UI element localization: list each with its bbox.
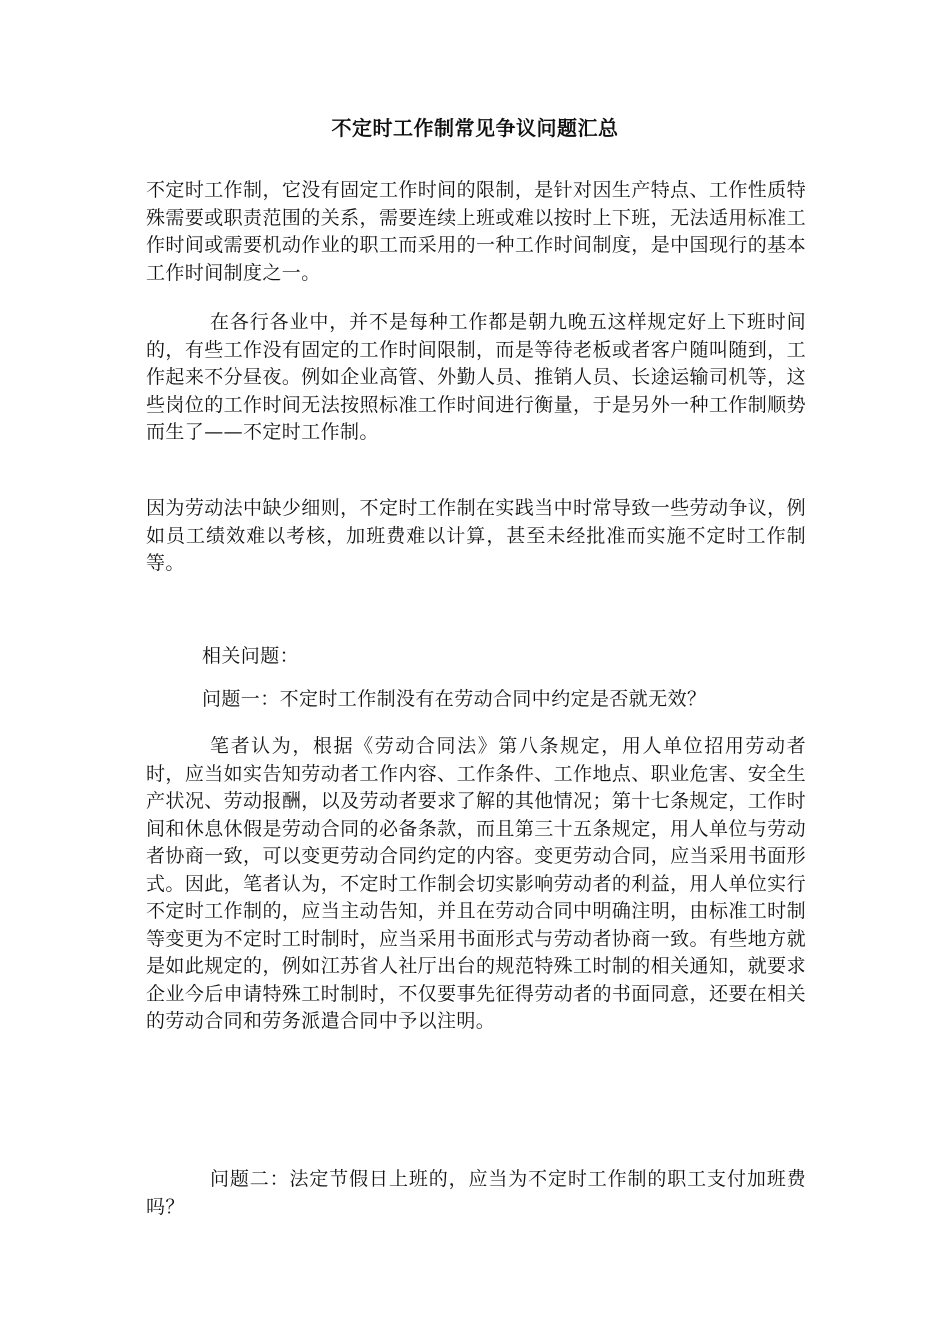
related-questions-label: 相关问题：: [202, 645, 300, 667]
question-one: 问题一：不定时工作制没有在劳动合同中约定是否就无效？: [202, 688, 707, 710]
answer-one-paragraph: 笔者认为，根据《劳动合同法》第八条规定，用人单位招用劳动者时，应当如实告知劳动者工作内容、工作条件、工作地点、职业危害、安全生产状况、劳动报酬，以及劳动者要求了解的其他情况；第十七条规定，工作时间和休息休假是劳动合同的必备条款，而且第三十五条规定，用人单位与劳动者协商一致，可以变更劳动合同约定的内容。变更劳动合同，应当采用书面形式。因此，笔者认为，不定时工作制会切实影响劳动者的利益，用人单位实行不定时工作制的，应当主动告知，并且在劳动合同中明确注明，由标准工时制等变更为不定时工时制时，应当采用书面形式与劳动者协商一致。有些地方就是如此规定的，例如江苏省人社厅出台的规范特殊工时制的相关通知，就要求企业今后申请特殊工时制时，不仅要事先征得劳动者的书面同意，还要在相关的劳动合同和劳务派遣合同中予以注明。: [146, 735, 806, 1032]
dispute-paragraph: 因为劳动法中缺少细则，不定时工作制在实践当中时常导致一些劳动争议，例如员工绩效难以考核，加班费难以计算，甚至未经批准而实施不定时工作制等。: [146, 497, 806, 574]
background-paragraph: 在各行各业中，并不是每种工作都是朝九晚五这样规定好上下班时间的，有些工作没有固定的工作时间限制，而是等待老板或者客户随叫随到，工作起来不分昼夜。例如企业高管、外勤人员、推销人员、长途运输司机等，这些岗位的工作时间无法按照标准工作时间进行衡量，于是另外一种工作制顺势而生了——不定时工作制。: [146, 311, 806, 443]
document-title: 不定时工作制常见争议问题汇总: [331, 116, 619, 140]
question-two: 问题二：法定节假日上班的，应当为不定时工作制的职工支付加班费吗？: [146, 1168, 806, 1218]
intro-paragraph: 不定时工作制，它没有固定工作时间的限制，是针对因生产特点、工作性质特殊需要或职责范围的关系，需要连续上班或难以按时上下班，无法适用标准工作时间或需要机动作业的职工而采用的一种工作时间制度，是中国现行的基本工作时间制度之一。: [146, 179, 806, 284]
